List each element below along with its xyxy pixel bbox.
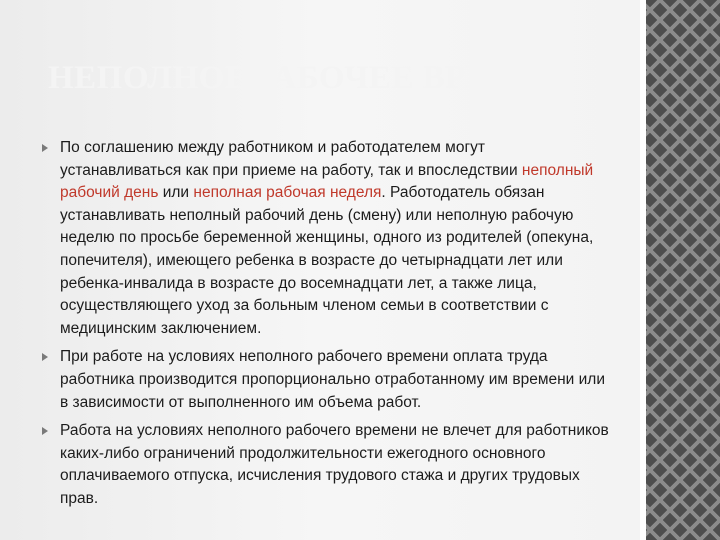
diamond-pattern-strip bbox=[640, 0, 720, 540]
bullet-3-text: Работа на условиях неполного рабочего времени не влечет для работников каких-либо ограничений продолжительности ежегодного основного оплачиваемого отпуска, исчисления трудового стажа и других трудовых прав. bbox=[60, 422, 609, 507]
highlight-part-time-day: неполный рабочий день bbox=[60, 161, 594, 202]
triangle-bullet-icon bbox=[42, 353, 48, 361]
bullet-1-text-mid: или bbox=[158, 184, 194, 202]
slide-title: НЕПОЛНОЕ РАБОЧЕЕ ВРЕМЯ bbox=[48, 60, 545, 96]
bullet-1-text-end: . Работодатель обязан устанавливать неполный рабочий день (смену) или неполную рабочую неделю по просьбе беременной женщины, одного из родителей (опекуна, попечителя), имеющего ребенка в возрасте до четырнадцати лет или ребенка-инвалида в возрасте до восемнадцати лет, а также лица, осуществляющего уход за больным членом семьи в соответствии с медицинским заключением. bbox=[60, 184, 594, 337]
triangle-bullet-icon bbox=[42, 144, 48, 152]
bullet-1-text-start: По соглашению между работником и работодателем могут устанавливаться как при приеме на работу, так и впоследствии bbox=[60, 139, 522, 179]
bullet-2-text: При работе на условиях неполного рабочего времени оплата труда работника производится пропорционально отработанному им времени или в зависимости от выполненного им объема работ. bbox=[60, 348, 605, 411]
bullet-item-2 bbox=[40, 346, 610, 414]
bullet-item-1 bbox=[40, 137, 610, 340]
highlight-part-time-week: неполная рабочая неделя bbox=[193, 184, 382, 202]
triangle-bullet-icon bbox=[42, 427, 48, 435]
bullet-item-3 bbox=[40, 420, 610, 510]
slide-body bbox=[40, 137, 610, 517]
